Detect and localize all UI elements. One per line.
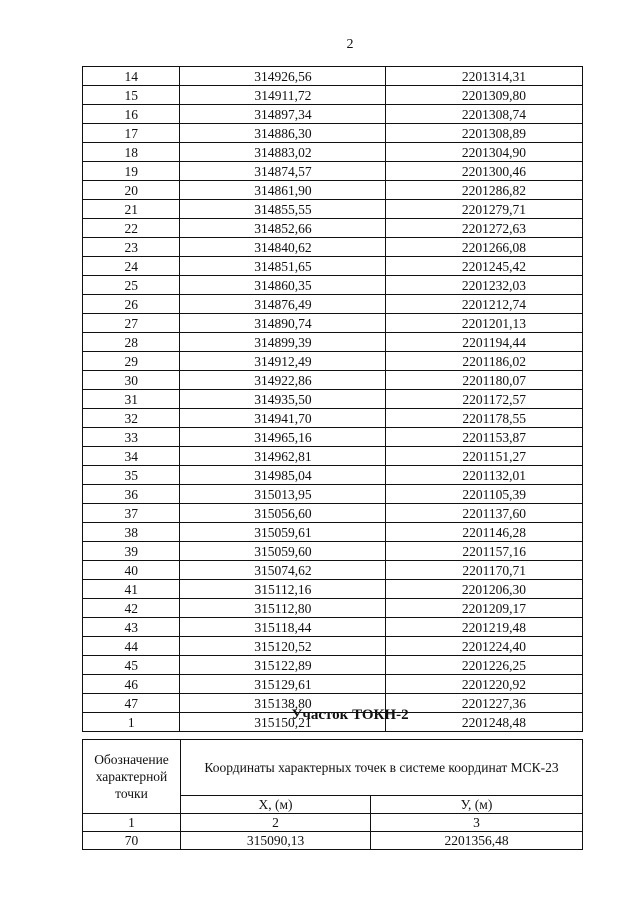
table-row <box>83 599 583 618</box>
point-number-cell: 28 <box>83 333 180 352</box>
point-number-cell: 16 <box>83 105 180 124</box>
y-coordinate-cell: 2201206,30 <box>386 580 583 599</box>
y-coordinate-cell: 2201226,25 <box>386 656 583 675</box>
point-number-cell: 26 <box>83 295 180 314</box>
y-coordinate-cell: 2201105,39 <box>386 485 583 504</box>
point-number-cell: 1 <box>83 713 180 732</box>
header-y: У, (м) <box>371 796 583 814</box>
column-number-3: 3 <box>371 814 583 832</box>
y-coordinate-cell: 2201220,92 <box>386 675 583 694</box>
point-number-cell: 45 <box>83 656 180 675</box>
y-coordinate-cell: 2201201,13 <box>386 314 583 333</box>
y-coordinate-cell: 2201232,03 <box>386 276 583 295</box>
x-coordinate-cell: 314926,56 <box>180 67 386 86</box>
y-coordinate-cell: 2201186,02 <box>386 352 583 371</box>
point-number-cell: 38 <box>83 523 180 542</box>
column-number-1: 1 <box>83 814 181 832</box>
x-coordinate-cell: 314912,49 <box>180 352 386 371</box>
point-number-cell: 34 <box>83 447 180 466</box>
x-coordinate-cell: 314886,30 <box>180 124 386 143</box>
table-row <box>83 390 583 409</box>
table-row <box>83 504 583 523</box>
table-row <box>83 542 583 561</box>
x-coordinate-cell: 314962,81 <box>180 447 386 466</box>
point-number-cell: 33 <box>83 428 180 447</box>
x-coordinate-cell: 315013,95 <box>180 485 386 504</box>
point-number-cell: 36 <box>83 485 180 504</box>
point-number-cell: 25 <box>83 276 180 295</box>
y-coordinate-cell: 2201146,28 <box>386 523 583 542</box>
y-coordinate-cell: 2201172,57 <box>386 390 583 409</box>
header-point-designation: Обозначение характерной точки <box>83 740 181 814</box>
section-title: Участок ТОКН-2 <box>291 707 409 723</box>
point-number-cell: 44 <box>83 637 180 656</box>
point-number-cell: 15 <box>83 86 180 105</box>
y-coordinate-cell: 2201227,36 <box>386 694 583 713</box>
table-row <box>83 162 583 181</box>
x-coordinate-cell: 315150,21 <box>180 713 386 732</box>
y-coordinate-cell: 2201224,40 <box>386 637 583 656</box>
x-coordinate-cell: 315059,61 <box>180 523 386 542</box>
x-coordinate-cell: 314874,57 <box>180 162 386 181</box>
x-coordinate-cell: 315074,62 <box>180 561 386 580</box>
table-row <box>83 67 583 86</box>
x-coordinate-cell: 314876,49 <box>180 295 386 314</box>
y-coordinate-cell: 2201245,42 <box>386 257 583 276</box>
x-coordinate-cell: 314911,72 <box>180 86 386 105</box>
y-coordinate-cell: 2201300,46 <box>386 162 583 181</box>
tokn-2-table <box>82 739 583 850</box>
x-coordinate-cell: 314965,16 <box>180 428 386 447</box>
table-row <box>83 523 583 542</box>
x-coordinate-cell: 314861,90 <box>180 181 386 200</box>
point-number-cell: 70 <box>83 832 181 850</box>
y-coordinate-cell: 2201356,48 <box>371 832 583 850</box>
point-number-cell: 24 <box>83 257 180 276</box>
x-coordinate-cell: 315056,60 <box>180 504 386 523</box>
header-x: X, (м) <box>181 796 371 814</box>
tokn-2-table-body <box>83 832 583 850</box>
y-coordinate-cell: 2201304,90 <box>386 143 583 162</box>
table-row <box>83 295 583 314</box>
x-coordinate-cell: 314852,66 <box>180 219 386 238</box>
point-number-cell: 30 <box>83 371 180 390</box>
table-row <box>83 466 583 485</box>
table-row <box>83 181 583 200</box>
table-row <box>83 580 583 599</box>
y-coordinate-cell: 2201180,07 <box>386 371 583 390</box>
table-row <box>83 276 583 295</box>
point-number-cell: 18 <box>83 143 180 162</box>
x-coordinate-cell: 314935,50 <box>180 390 386 409</box>
x-coordinate-cell: 315112,80 <box>180 599 386 618</box>
point-number-cell: 21 <box>83 200 180 219</box>
point-number-cell: 22 <box>83 219 180 238</box>
y-coordinate-cell: 2201194,44 <box>386 333 583 352</box>
table-row <box>83 409 583 428</box>
table-row <box>83 200 583 219</box>
x-coordinate-cell: 314860,35 <box>180 276 386 295</box>
point-number-cell: 23 <box>83 238 180 257</box>
point-number-cell: 32 <box>83 409 180 428</box>
point-number-cell: 17 <box>83 124 180 143</box>
y-coordinate-cell: 2201308,89 <box>386 124 583 143</box>
point-number-cell: 42 <box>83 599 180 618</box>
table-row <box>83 333 583 352</box>
y-coordinate-cell: 2201286,82 <box>386 181 583 200</box>
y-coordinate-cell: 2201314,31 <box>386 67 583 86</box>
point-number-cell: 46 <box>83 675 180 694</box>
point-number-cell: 37 <box>83 504 180 523</box>
point-number-cell: 20 <box>83 181 180 200</box>
y-coordinate-cell: 2201279,71 <box>386 200 583 219</box>
table-row <box>83 105 583 124</box>
table-row <box>83 238 583 257</box>
y-coordinate-cell: 2201309,80 <box>386 86 583 105</box>
y-coordinate-cell: 2201248,48 <box>386 713 583 732</box>
y-coordinate-cell: 2201170,71 <box>386 561 583 580</box>
coordinates-table <box>82 66 583 732</box>
y-coordinate-cell: 2201153,87 <box>386 428 583 447</box>
table-row <box>83 832 583 850</box>
x-coordinate-cell: 314897,34 <box>180 105 386 124</box>
x-coordinate-cell: 314855,55 <box>180 200 386 219</box>
y-coordinate-cell: 2201178,55 <box>386 409 583 428</box>
table-row <box>83 124 583 143</box>
point-number-cell: 31 <box>83 390 180 409</box>
table-row <box>83 485 583 504</box>
x-coordinate-cell: 315120,52 <box>180 637 386 656</box>
y-coordinate-cell: 2201137,60 <box>386 504 583 523</box>
point-number-cell: 29 <box>83 352 180 371</box>
y-coordinate-cell: 2201266,08 <box>386 238 583 257</box>
table-row <box>83 656 583 675</box>
y-coordinate-cell: 2201272,63 <box>386 219 583 238</box>
y-coordinate-cell: 2201209,17 <box>386 599 583 618</box>
table-row <box>83 352 583 371</box>
point-number-cell: 47 <box>83 694 180 713</box>
table-row <box>83 428 583 447</box>
table-row <box>83 257 583 276</box>
x-coordinate-cell: 315112,16 <box>180 580 386 599</box>
column-number-2: 2 <box>181 814 371 832</box>
table-row <box>83 561 583 580</box>
point-number-cell: 19 <box>83 162 180 181</box>
x-coordinate-cell: 314922,86 <box>180 371 386 390</box>
table-row <box>83 219 583 238</box>
y-coordinate-cell: 2201308,74 <box>386 105 583 124</box>
table-row <box>83 314 583 333</box>
coordinates-table-body <box>83 67 583 732</box>
point-number-cell: 39 <box>83 542 180 561</box>
x-coordinate-cell: 315122,89 <box>180 656 386 675</box>
point-number-cell: 35 <box>83 466 180 485</box>
point-number-cell: 14 <box>83 67 180 86</box>
x-coordinate-cell: 314985,04 <box>180 466 386 485</box>
y-coordinate-cell: 2201212,74 <box>386 295 583 314</box>
table-row <box>83 675 583 694</box>
page-number: 2 <box>346 37 354 52</box>
x-coordinate-cell: 315118,44 <box>180 618 386 637</box>
x-coordinate-cell: 315059,60 <box>180 542 386 561</box>
x-coordinate-cell: 314883,02 <box>180 143 386 162</box>
point-number-cell: 27 <box>83 314 180 333</box>
table-row <box>83 371 583 390</box>
x-coordinate-cell: 314941,70 <box>180 409 386 428</box>
table-row <box>83 86 583 105</box>
y-coordinate-cell: 2201219,48 <box>386 618 583 637</box>
point-number-cell: 41 <box>83 580 180 599</box>
header-coordinates-system: Координаты характерных точек в системе координат МСК-23 <box>181 740 583 796</box>
x-coordinate-cell: 314890,74 <box>180 314 386 333</box>
y-coordinate-cell: 2201132,01 <box>386 466 583 485</box>
table-row <box>83 618 583 637</box>
table-row <box>83 447 583 466</box>
x-coordinate-cell: 315090,13 <box>181 832 371 850</box>
x-coordinate-cell: 314899,39 <box>180 333 386 352</box>
y-coordinate-cell: 2201151,27 <box>386 447 583 466</box>
point-number-cell: 40 <box>83 561 180 580</box>
x-coordinate-cell: 314851,65 <box>180 257 386 276</box>
x-coordinate-cell: 315138,80 <box>180 694 386 713</box>
table-row <box>83 637 583 656</box>
y-coordinate-cell: 2201157,16 <box>386 542 583 561</box>
x-coordinate-cell: 315129,61 <box>180 675 386 694</box>
table-row <box>83 143 583 162</box>
point-number-cell: 43 <box>83 618 180 637</box>
x-coordinate-cell: 314840,62 <box>180 238 386 257</box>
